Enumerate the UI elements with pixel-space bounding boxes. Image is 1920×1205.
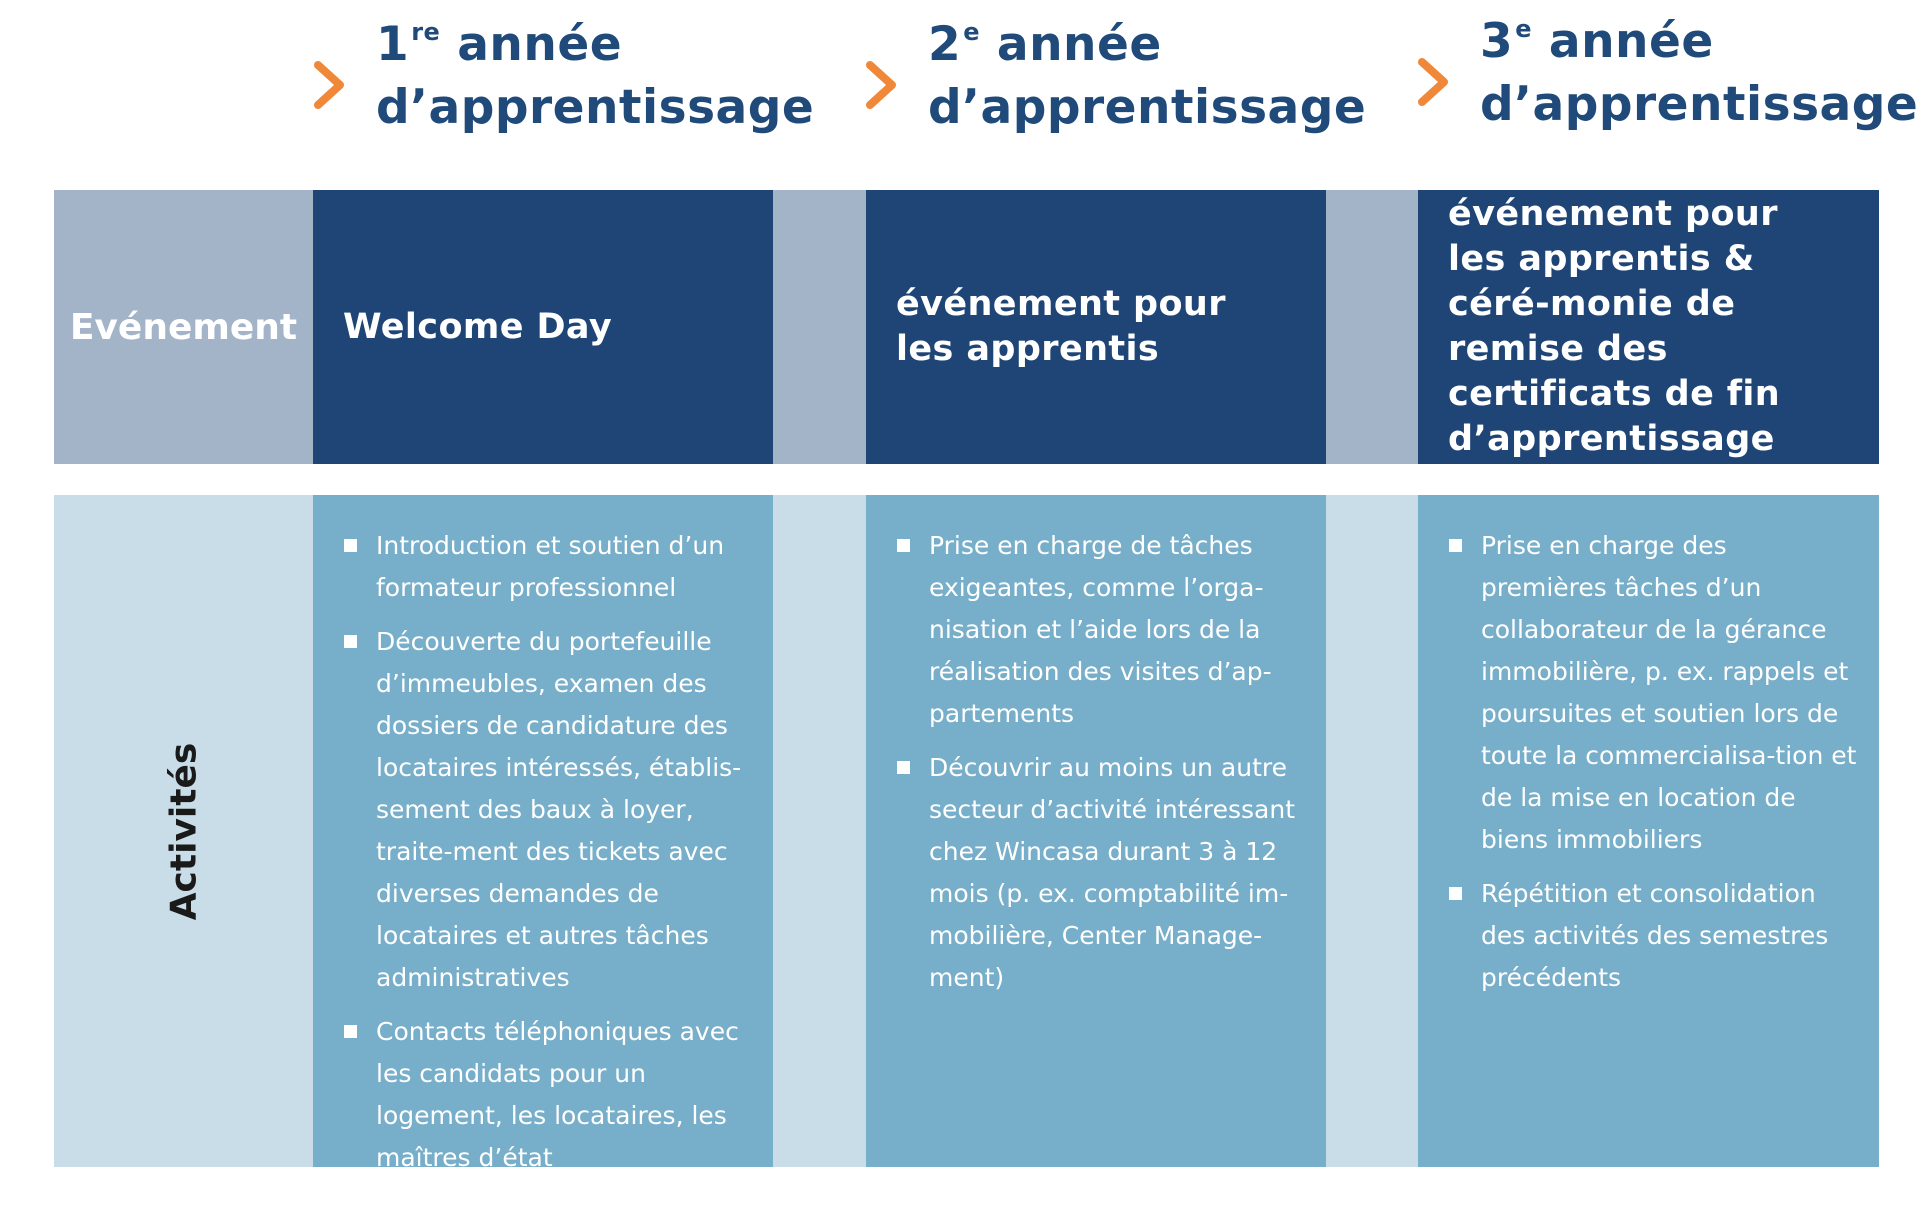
activities-cell-year-1 (313, 495, 773, 1172)
activities-list (1449, 525, 1859, 999)
activities-list (897, 525, 1306, 999)
square-bullet-icon (344, 635, 357, 648)
square-bullet-icon (897, 539, 910, 552)
list-item: Introduction et soutien d’un formateur professionnel (344, 525, 753, 609)
list-item: Contacts téléphoniques avec les candidats pour un logement, les locataires, les maîtres d’état (344, 1011, 753, 1179)
event-cell-year-1: Welcome Day (313, 190, 773, 464)
list-item: Répétition et consolidation des activités des semestres précédents (1449, 873, 1859, 999)
event-row-label: Evénement (69, 306, 298, 348)
activities-list (344, 525, 753, 1179)
year-header-3 (1414, 12, 1919, 142)
year-title: 2e année d’apprentissage (928, 17, 1367, 135)
chevron-right-icon (1414, 56, 1454, 108)
chevron-right-icon (862, 59, 902, 111)
event-cell-year-3: événement pour les apprentis & céré-monie de remise des certificats de fin d’apprentissage (1418, 190, 1879, 464)
year-title: 3e année d’apprentissage (1480, 14, 1919, 132)
chevron-right-icon (310, 59, 350, 111)
square-bullet-icon (344, 539, 357, 552)
list-item: Découvrir au moins un autre secteur d’activité intéressant chez Wincasa durant 3 à 12 mois (p. ex. comptabilité im-mobilière, Center Manage-ment) (897, 747, 1306, 999)
activities-cell-year-3 (1418, 495, 1879, 1167)
list-item: Prise en charge des premières tâches d’un collaborateur de la gérance immobilière, p. ex. rappels et poursuites et soutien lors de toute la commercialisa-tion et de la mise en location de biens immobiliers (1449, 525, 1859, 861)
year-header-1 (310, 15, 815, 145)
year-title: 1re année d’apprentissage (376, 17, 815, 135)
activities-row-label: Activités (162, 742, 204, 920)
square-bullet-icon (344, 1025, 357, 1038)
year-header-2 (862, 15, 1367, 145)
square-bullet-icon (1449, 539, 1462, 552)
list-item: Découverte du portefeuille d’immeubles, examen des dossiers de candidature des locataires intéressés, établis-sement des baux à loyer, traite-ment des tickets avec diverses demandes de locataires et autres tâches administratives (344, 621, 753, 999)
list-item: Prise en charge de tâches exigeantes, comme l’orga-nisation et l’aide lors de la réalisation des visites d’ap-partements (897, 525, 1306, 735)
event-cell-year-2: événement pour les apprentis (866, 190, 1326, 464)
square-bullet-icon (1449, 887, 1462, 900)
activities-cell-year-2 (866, 495, 1326, 1167)
square-bullet-icon (897, 761, 910, 774)
